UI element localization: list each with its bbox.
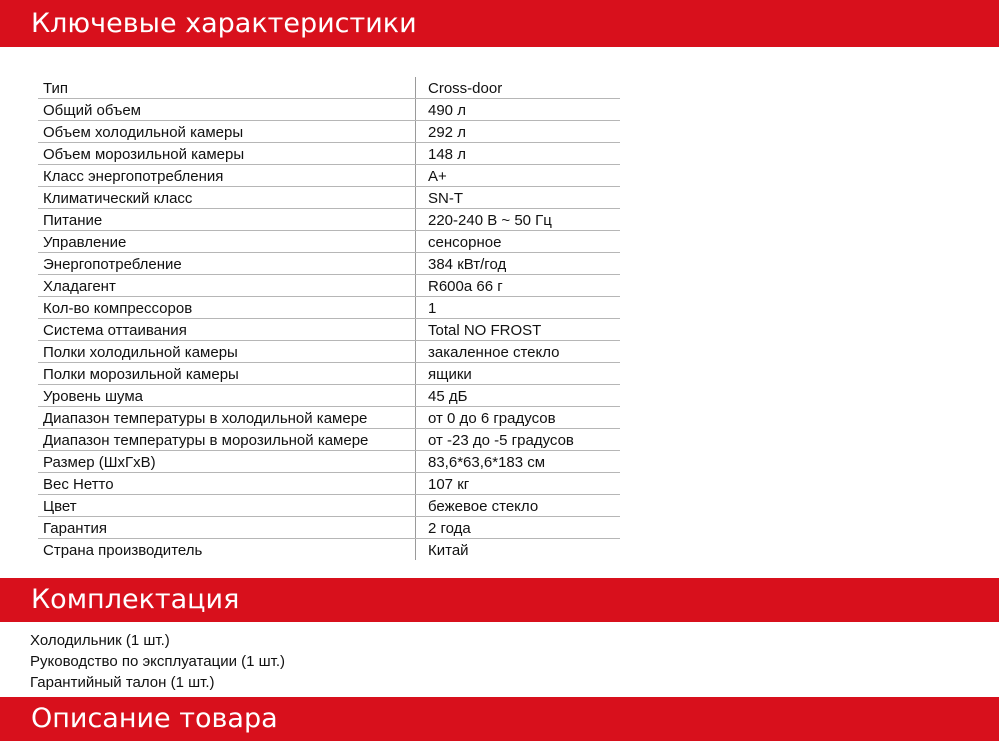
spec-label: Хладагент: [38, 275, 416, 297]
spec-row: [38, 99, 620, 121]
spec-value: 107 кг: [416, 473, 621, 495]
spec-value: закаленное стекло: [416, 341, 621, 363]
spec-label: Класс энергопотребления: [38, 165, 416, 187]
spec-row: [38, 385, 620, 407]
spec-row: [38, 209, 620, 231]
spec-label: Управление: [38, 231, 416, 253]
spec-label: Полки морозильной камеры: [38, 363, 416, 385]
section-title-specs: Ключевые характеристики: [31, 8, 417, 39]
spec-label: Питание: [38, 209, 416, 231]
spec-value: Китай: [416, 539, 621, 561]
spec-label: Вес Нетто: [38, 473, 416, 495]
spec-row: [38, 231, 620, 253]
spec-value: 45 дБ: [416, 385, 621, 407]
section-header-specs: [0, 0, 999, 47]
spec-value: 220-240 В ~ 50 Гц: [416, 209, 621, 231]
spec-value: 384 кВт/год: [416, 253, 621, 275]
spec-value: 490 л: [416, 99, 621, 121]
section-title-kit: Комплектация: [31, 584, 240, 615]
section-header-kit: [0, 578, 999, 622]
spec-row: [38, 495, 620, 517]
section-title-description: Описание товара: [31, 703, 278, 734]
spec-row: [38, 187, 620, 209]
spec-label: Энергопотребление: [38, 253, 416, 275]
spec-row: [38, 77, 620, 99]
spec-value: от -23 до -5 градусов: [416, 429, 621, 451]
section-header-description: [0, 697, 999, 741]
spec-label: Страна производитель: [43, 542, 203, 559]
kit-item: Холодильник (1 шт.): [30, 632, 170, 649]
spec-row: [38, 275, 620, 297]
spec-row: [38, 165, 620, 187]
spec-label: Гарантия: [38, 517, 416, 539]
spec-row: [38, 341, 620, 363]
kit-item: Руководство по эксплуатации (1 шт.): [30, 653, 286, 670]
specs-table-body: [38, 77, 620, 560]
spec-value: 148 л: [416, 143, 621, 165]
spec-row: [38, 363, 620, 385]
spec-value: Cross-door: [416, 77, 621, 99]
spec-label: Общий объем: [38, 99, 416, 121]
spec-row: [38, 429, 620, 451]
kit-item: Гарантийный талон (1 шт.): [30, 674, 215, 691]
spec-value: от 0 до 6 градусов: [416, 407, 621, 429]
spec-label: Тип: [38, 77, 416, 99]
spec-label: Уровень шума: [38, 385, 416, 407]
spec-label: Объем холодильной камеры: [38, 121, 416, 143]
spec-row: [38, 121, 620, 143]
spec-label: Полки холодильной камеры: [38, 341, 416, 363]
spec-label: Кол-во компрессоров: [38, 297, 416, 319]
spec-value: 83,6*63,6*183 см: [416, 451, 621, 473]
spec-value: 292 л: [416, 121, 621, 143]
spec-label: Размер (ШхГхВ): [38, 451, 416, 473]
spec-label: Диапазон температуры в холодильной камере: [38, 407, 416, 429]
spec-value: A+: [416, 165, 621, 187]
spec-label: Цвет: [38, 495, 416, 517]
spec-row: [38, 473, 620, 495]
spec-label: Диапазон температуры в морозильной камере: [38, 429, 416, 451]
spec-row: [38, 539, 620, 561]
spec-value: SN-T: [416, 187, 621, 209]
spec-row: [38, 253, 620, 275]
spec-row: [38, 319, 620, 341]
spec-value: Total NO FROST: [416, 319, 621, 341]
spec-row: [38, 143, 620, 165]
spec-value: 2 года: [416, 517, 621, 539]
spec-label: Объем морозильной камеры: [38, 143, 416, 165]
spec-label: Климатический класс: [38, 187, 416, 209]
kit-list: [30, 630, 285, 693]
spec-row: [38, 451, 620, 473]
spec-value: ящики: [416, 363, 621, 385]
spec-row: [38, 407, 620, 429]
spec-value: сенсорное: [416, 231, 621, 253]
spec-value: бежевое стекло: [416, 495, 621, 517]
spec-value: 1: [416, 297, 621, 319]
spec-row: [38, 297, 620, 319]
spec-value: R600a 66 г: [416, 275, 621, 297]
spec-row: [38, 517, 620, 539]
spec-label: Система оттаивания: [38, 319, 416, 341]
specs-table: [38, 77, 620, 560]
